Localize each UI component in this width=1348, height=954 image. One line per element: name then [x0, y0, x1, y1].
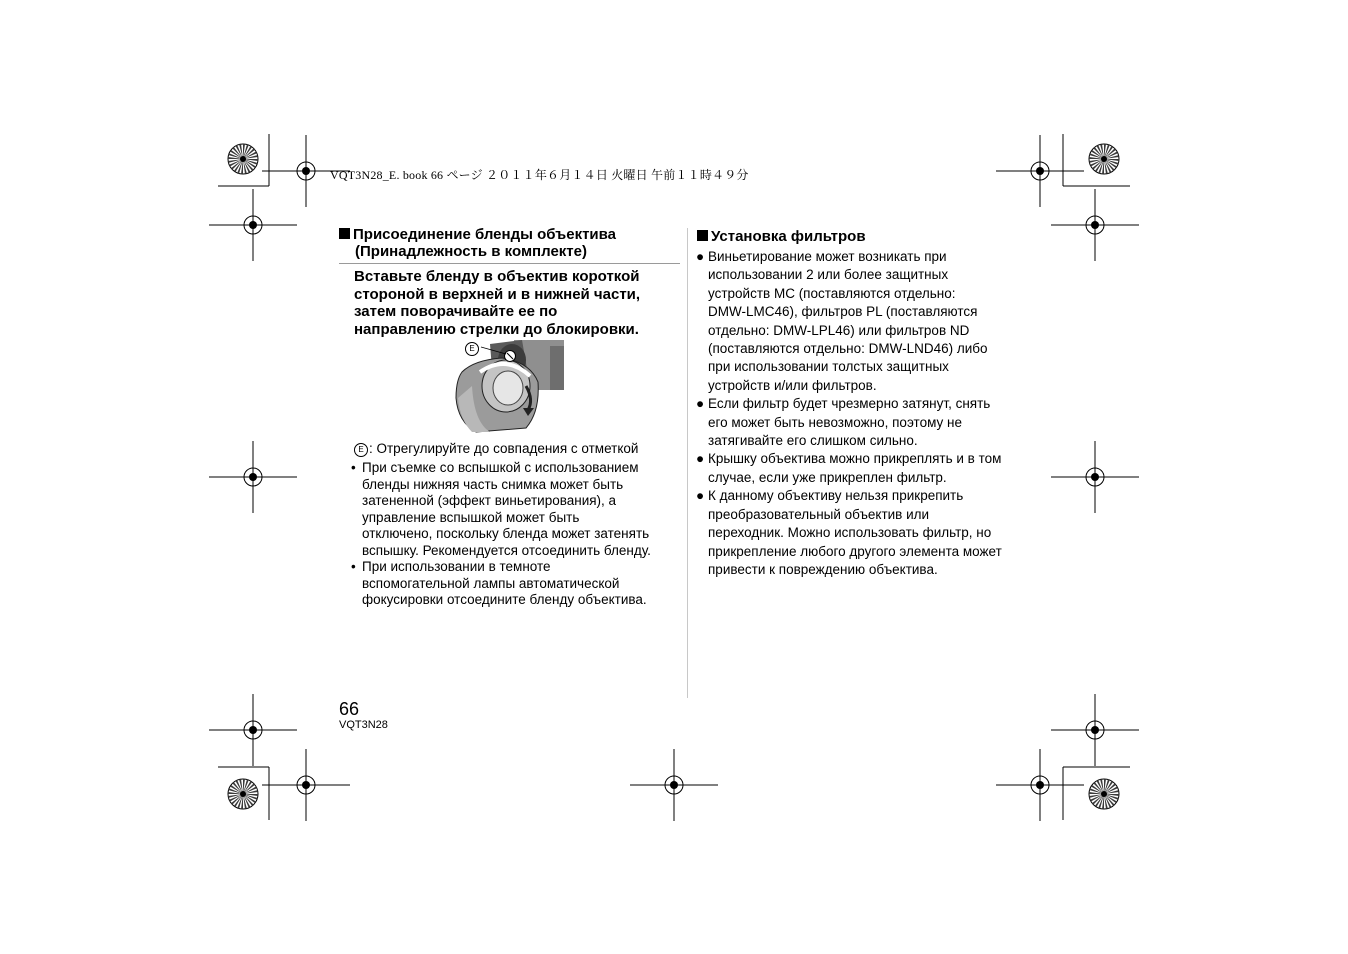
registration-mark-icon [996, 135, 1084, 207]
bullet-dot-icon: ● [696, 249, 705, 264]
color-target-icon [228, 779, 258, 809]
note-item: • При использовании в темноте вспомогательной лампы автоматической фокусировки отсоедините бленду объектива. [351, 559, 647, 607]
bullet-dot-icon: • [351, 460, 356, 475]
square-bullet-icon [339, 228, 350, 239]
bullet-dot-icon: ● [696, 451, 705, 467]
caption-label-e: E [354, 443, 368, 457]
note-item: • При съемке со вспышкой с использованием бленды нижняя часть снимка может быть затененной (эффект виньетирования), а управление вспышкой может быть отключено, поскольку бленда может затенять вспышку. Рекомендуется отсоединить бленду. [351, 460, 651, 558]
lens-hood-title-line2: (Принадлежность в комплекте) [355, 243, 587, 260]
registration-mark-icon [1051, 441, 1139, 513]
bullet-dot-icon: • [351, 559, 356, 574]
color-target-icon [1089, 144, 1119, 174]
figure-caption [354, 441, 684, 458]
registration-mark-icon [630, 749, 718, 821]
filter-note-item: ● Если фильтр будет чрезмерно затянут, снять его может быть невозможно, поэтому не затягивайте его слишком сильно. [696, 396, 991, 449]
filters-section-title [697, 228, 1027, 245]
document-code: VQT3N28 [339, 719, 388, 731]
lens-hood-section-title [339, 226, 684, 260]
print-header-line: VQT3N28_E. book 66 ページ ２０１１年６月１４日 火曜日 午前１１時４９分 [330, 168, 749, 182]
filter-note-item: ● К данному объективу нельзя прикрепить преобразовательный объектив или переходник. Можно использовать фильтр, но прикрепление любого другого элемента может привести к повреждению объектива. [696, 488, 1002, 577]
registration-mark-icon [209, 189, 297, 261]
registration-mark-icon [209, 441, 297, 513]
filter-note-item: ● Крышку объектива можно прикреплять и в том случае, если уже прикреплен фильтр. [696, 451, 1002, 485]
bullet-dot-icon: ● [696, 488, 705, 504]
lens-hood-instruction: Вставьте бленду в объектив короткой стороной в верхней и в нижней части, затем поворачивайте ее по направлению стрелки до блокировки. [354, 268, 641, 338]
caption-text: : Отрегулируйте до совпадения с отметкой [369, 441, 639, 456]
registration-mark-icon [262, 749, 350, 821]
registration-mark-icon [209, 694, 297, 766]
page-number: 66 [339, 699, 360, 719]
figure-label-e: E [465, 339, 480, 357]
filter-note-item: ● Виньетирование может возникать при использовании 2 или более защитных устройств MC (поставляются отдельно: DMW-LMC46), фильтров PL (поставляются отдельно: DMW-LPL46) или фильтров ND (поставляются отдельно: DMW-LND46) либо при использовании толстых защитных устройств и/или фильтров. [696, 249, 988, 393]
filters-title: Установка фильтров [711, 228, 866, 245]
color-target-icon [1089, 779, 1119, 809]
lens-hood-title-line1: Присоединение бленды объектива [353, 226, 617, 243]
registration-mark-icon [1051, 694, 1139, 766]
bullet-dot-icon: ● [696, 396, 705, 412]
section-rule [339, 263, 680, 264]
lens-hood-notes [351, 460, 685, 609]
color-target-icon [228, 144, 258, 174]
filters-notes [696, 248, 1038, 579]
column-divider [687, 228, 688, 698]
square-bullet-icon [697, 230, 708, 241]
registration-mark-icon [1051, 189, 1139, 261]
registration-mark-icon [996, 749, 1084, 821]
